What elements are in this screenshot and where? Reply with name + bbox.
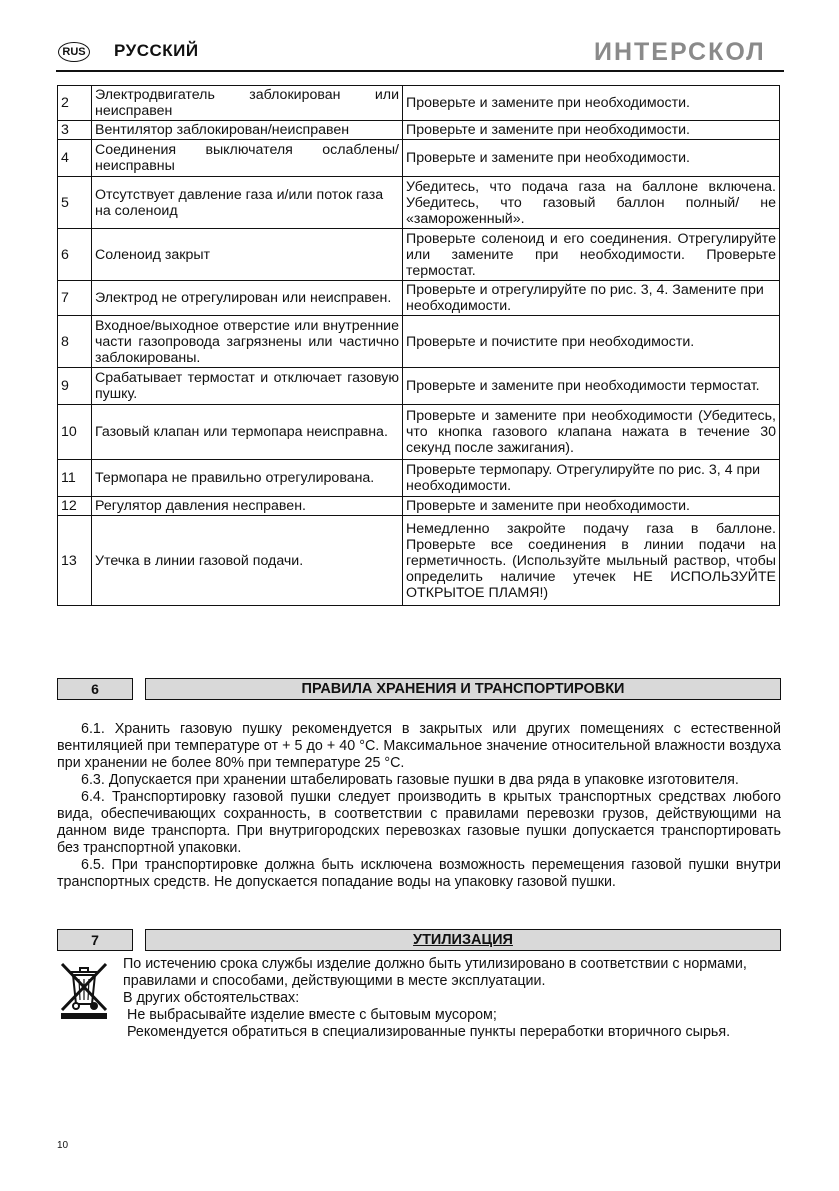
- section-6-header: [57, 678, 781, 700]
- paragraph: 6.5. При транспортировке должна быть исключена возможность перемещения газовой пушки внутри транспортных средств. Не допускается попадание воды на упаковку газовой пушки.: [57, 857, 781, 890]
- language-title: РУССКИЙ: [114, 41, 199, 60]
- paragraph: Рекомендуется обратиться в специализированные пункты переработки вторичного сырья.: [127, 1024, 731, 1040]
- section-number: 6: [57, 678, 133, 700]
- paragraph: 6.1. Хранить газовую пушку рекомендуется в закрытых или других помещениях с естественной вентиляцией при температуре от + 5 до + 40 °С. Максимальное значение относительной влажности воздуха при хранении не более 80% при температуре 25 °С.: [57, 721, 781, 771]
- row-remedy: Проверьте термопару. Отрегулируйте по рис. 3, 4 при необходимости.: [403, 460, 780, 497]
- row-cause: Соединения выключателя ослаблены/неисправны: [92, 140, 403, 177]
- paragraph: 6.4. Транспортировку газовой пушки следует производить в крытых транспортных средствах любого вида, обеспечивающих сохранность, в соответствии с правилами перевозки грузов, действующими на данном виде транспорта. При внутригородских перевозках газовые пушки допускается транспортировать без транспортной упаковки.: [57, 789, 781, 856]
- page-header: [56, 36, 784, 68]
- row-cause: Соленоид закрыт: [92, 229, 403, 281]
- section-title: ПРАВИЛА ХРАНЕНИЯ И ТРАНСПОРТИРОВКИ: [145, 678, 781, 700]
- section-7-header: [57, 929, 781, 951]
- row-number: 5: [58, 177, 92, 229]
- row-cause: Электродвигатель заблокирован или неисправен: [92, 86, 403, 121]
- row-cause: Срабатывает термостат и отключает газовую пушку.: [92, 368, 403, 405]
- row-cause: Газовый клапан или термопара неисправна.: [92, 405, 403, 460]
- row-remedy: Проверьте и замените при необходимости.: [403, 497, 780, 516]
- row-number: 3: [58, 121, 92, 140]
- row-remedy: Проверьте и почистите при необходимости.: [403, 316, 780, 368]
- row-remedy: Проверьте и замените при необходимости (Убедитесь, что кнопка газового клапана нажата в течение 30 секунд после зажигания).: [403, 405, 780, 460]
- table-row: [58, 405, 780, 460]
- row-remedy: Проверьте соленоид и его соединения. Отрегулируйте или замените при необходимости. Проверьте термостат.: [403, 229, 780, 281]
- crossed-bin-icon: [58, 958, 110, 1022]
- table-row: [58, 121, 780, 140]
- paragraph: 6.3. Допускается при хранении штабелировать газовые пушки в два ряда в упаковке изготовителя.: [81, 772, 739, 788]
- header-divider: [56, 70, 784, 72]
- section-title-text: УТИЛИЗАЦИЯ: [413, 932, 513, 948]
- table-row: [58, 497, 780, 516]
- brand-logo: [594, 37, 784, 65]
- row-remedy: Проверьте и замените при необходимости термостат.: [403, 368, 780, 405]
- row-cause: Термопара не правильно отрегулирована.: [92, 460, 403, 497]
- row-number: 7: [58, 281, 92, 316]
- table-row: [58, 281, 780, 316]
- section-number: 7: [57, 929, 133, 951]
- table-row: [58, 177, 780, 229]
- row-remedy: Проверьте и замените при необходимости.: [403, 121, 780, 140]
- table-row: [58, 460, 780, 497]
- brand-logo-text: ИНТЕРСКОЛ: [594, 38, 766, 65]
- table-row: [58, 140, 780, 177]
- row-remedy: Убедитесь, что подача газа на баллоне включена. Убедитесь, что газовый баллон полный/ не «замороженный».: [403, 177, 780, 229]
- row-remedy: Немедленно закройте подачу газа в баллоне. Проверьте все соединения в линии подачи на герметичность. (Используйте мыльный раствор, чтобы определить наличие утечек НЕ ИСПОЛЬЗУЙТЕ ОТКРЫТОЕ ПЛАМЯ!): [403, 516, 780, 606]
- row-number: 11: [58, 460, 92, 497]
- row-number: 4: [58, 140, 92, 177]
- table-row: [58, 368, 780, 405]
- table-row: [58, 316, 780, 368]
- row-remedy: Проверьте и замените при необходимости.: [403, 140, 780, 177]
- row-number: 8: [58, 316, 92, 368]
- row-cause: Утечка в линии газовой подачи.: [92, 516, 403, 606]
- row-remedy: Проверьте и замените при необходимости.: [403, 86, 780, 121]
- row-cause: Вентилятор заблокирован/неисправен: [92, 121, 403, 140]
- section-7-body: [123, 956, 781, 1041]
- page-number: 10: [57, 1140, 69, 1151]
- row-cause: Регулятор давления несправен.: [92, 497, 403, 516]
- table-row: [58, 86, 780, 121]
- row-number: 6: [58, 229, 92, 281]
- table-row: [58, 229, 780, 281]
- section-6-body: [57, 721, 781, 891]
- row-number: 2: [58, 86, 92, 121]
- row-cause: Отсутствует давление газа и/или поток газа на соленоид: [92, 177, 403, 229]
- row-number: 10: [58, 405, 92, 460]
- paragraph: Не выбрасывайте изделие вместе с бытовым мусором;: [127, 1007, 497, 1023]
- language-badge: RUS: [58, 42, 90, 62]
- row-number: 12: [58, 497, 92, 516]
- row-cause: Электрод не отрегулирован или неисправен.: [92, 281, 403, 316]
- table-row: [58, 516, 780, 606]
- row-remedy: Проверьте и отрегулируйте по рис. 3, 4. Замените при необходимости.: [403, 281, 780, 316]
- row-number: 9: [58, 368, 92, 405]
- section-title: [145, 929, 781, 951]
- paragraph: В других обстоятельствах:: [123, 990, 300, 1006]
- troubleshooting-table: [57, 85, 780, 606]
- paragraph: По истечению срока службы изделие должно быть утилизировано в соответствии с нормами, правилами и способами, действующими в месте эксплуатации.: [123, 956, 747, 989]
- row-cause: Входное/выходное отверстие или внутренние части газопровода загрязнены или частично заблокированы.: [92, 316, 403, 368]
- row-number: 13: [58, 516, 92, 606]
